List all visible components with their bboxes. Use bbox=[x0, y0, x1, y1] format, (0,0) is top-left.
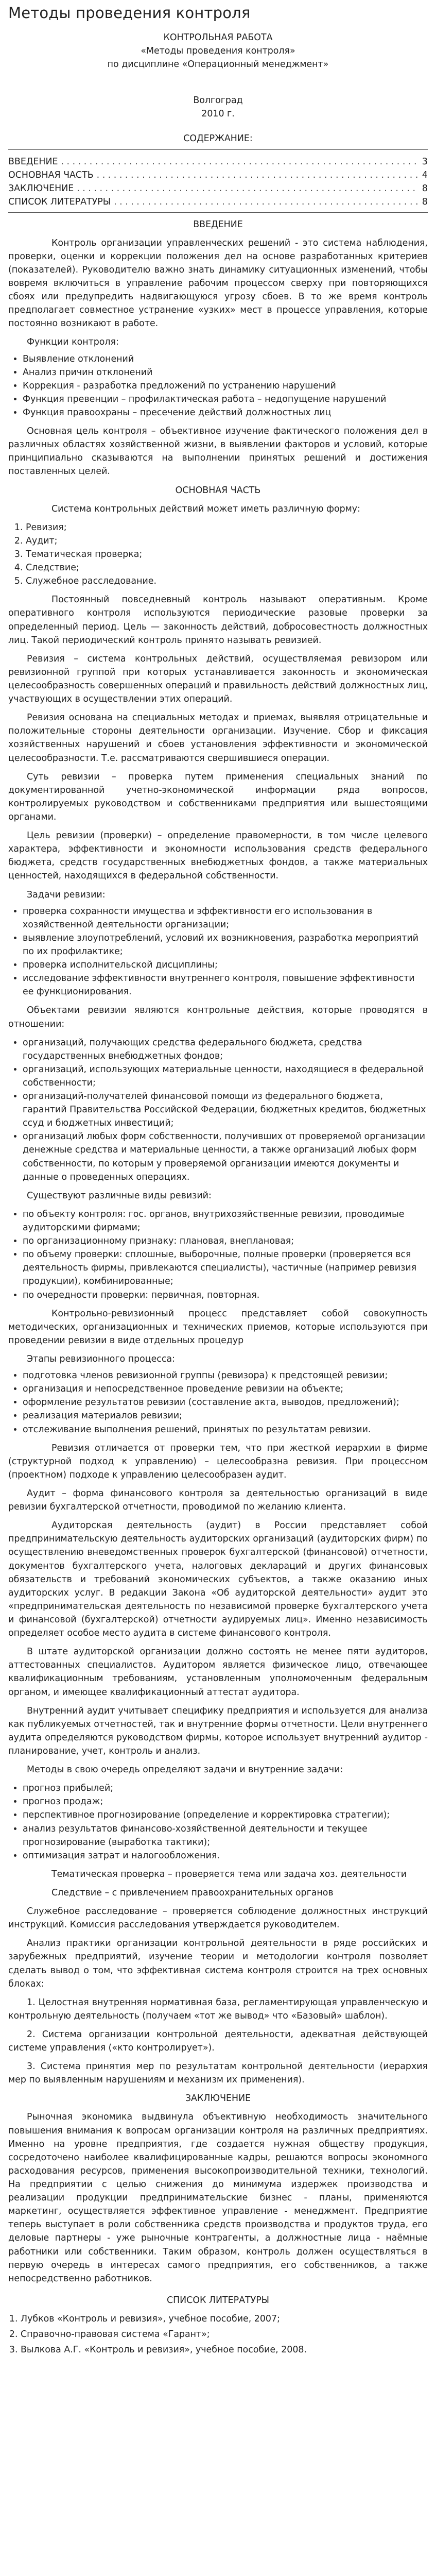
paragraph: 1. Целостная внутренняя нормативная база, регламентирующая управленческую и контрольную деятельность (получаем «тот же вывод» что «Базовый» шаблон). bbox=[8, 1997, 428, 2021]
paragraph: Методы в свою очередь определяют задачи и внутренние задачи: bbox=[27, 1765, 343, 1775]
paragraph: Основная цель контроля – объективное изучение фактического положения дел в различных областях хозяйственной жизни, в выявлении факторов и условий, которые принципиально сказываются на выполнении принятых решений и достижения поставленных целей. bbox=[8, 426, 428, 477]
list-item: • Функция превенции – профилактическая работа – недопущение нарушений bbox=[23, 393, 428, 406]
toc-item-label: ОСНОВНАЯ ЧАСТЬ bbox=[8, 170, 94, 181]
toc-leader bbox=[97, 168, 419, 182]
title-page-city: Волгоград bbox=[193, 95, 243, 106]
toc-leader bbox=[77, 182, 419, 195]
list-item: • по организационному признаку: плановая, внеплановая; bbox=[23, 1234, 428, 1248]
paragraph: Внутренний аудит учитывает специфику предприятия и используется для анализа как публикуемых отчетностей, так и внутренние формы отчетности. Цели внутреннего аудита определяются руководством фирмы, которое использует внутренний аудитор - планирование, учет, контроль и анализ. bbox=[8, 1705, 428, 1756]
list-item: • проверка исполнительской дисциплины; bbox=[23, 958, 428, 972]
paragraph: Цель ревизии (проверки) – определение правомерности, в том числе целевого характера, эффективности и экономности использования средств федерального бюджета, средств государственных внебюджетных фондов, а также материальных ценностей, находящихся в федеральной собственности. bbox=[8, 831, 428, 882]
list-item: • организаций, получающих средства федерального бюджета, средства государственных внебюджетных фондов; bbox=[23, 1036, 428, 1063]
reference-item: 1. Лубков «Контроль и ревизия», учебное пособие, 2007; bbox=[21, 2312, 428, 2326]
list-item: 5. Служебное расследование. bbox=[26, 574, 428, 588]
list-item: • организаций-получателей финансовой помощи из федерального бюджета, гарантий Правительства Российской Федерации, бюджетных кредитов, бюджетных ссуд и бюджетных инвестиций; bbox=[23, 1090, 428, 1130]
paragraph: Контроль организации управленческих решений - это система наблюдения, проверки, оценки и коррекции положения дел на основе разработанных критериев (показателей). Руководителю важно знать динамику ситуационных изменений, чтобы вовремя включиться в управление рабочим процессом сверху при повторяющихся сбоях или предупредить надвигающуюся угрозу сбоев. В то же время контроль предполагает совместное устранение «узких» мест в процессе управления, которые постоянно возникают в работе. bbox=[8, 238, 428, 329]
toc-item[interactable] bbox=[8, 155, 428, 168]
list-item: • Коррекция - разработка предложений по устранению нарушений bbox=[23, 379, 428, 393]
revision-objects-list bbox=[8, 1036, 428, 1184]
list-item: • организаций, использующих материальные ценности, находящиеся в федеральной собственности; bbox=[23, 1063, 428, 1090]
paragraph: В штате аудиторской организации должно состоять не менее пяти аудиторов, аттестованных специалистов. Аудитором является физическое лицо, отвечающее квалификационным требованиям, установленным уполномоченным федеральным органом, и имеющее квалификационный аттестат аудитора. bbox=[8, 1647, 428, 1698]
list-item: • подготовка членов ревизионной группы (ревизора) к предстоящей ревизии; bbox=[23, 1369, 428, 1382]
list-item: • оптимизация затрат и налогообложения. bbox=[23, 1849, 428, 1862]
paragraph: Ревизия отличается от проверки тем, что при жесткой иерархии в фирме (структурной подход к управлению) – целесообразна ревизия. При процессном (проектном) подходе к управлению целесообразен аудит. bbox=[8, 1443, 428, 1480]
paragraph: Постоянный повседневный контроль называют оперативным. Кроме оперативного контроля используются периодические разовые проверки за определенный период. Цель — законность действий, добросовестность должностных лиц. Такой периодический контроль принято называть ревизией. bbox=[8, 595, 428, 646]
toc-item-page: 8 bbox=[422, 183, 428, 194]
paragraph: Аудит – форма финансового контроля за деятельностью организаций в виде ревизии бухгалтерской отчетности, проводимой по желанию клиента. bbox=[8, 1488, 428, 1513]
references-section bbox=[8, 2294, 428, 2357]
divider bbox=[8, 149, 428, 150]
paragraph: Следствие – с привлечением правоохранительных органов bbox=[51, 1887, 334, 1898]
revision-stages-list bbox=[8, 1369, 428, 1436]
title-page-line: «Методы проведения контроля» bbox=[141, 45, 295, 56]
toc-leader bbox=[61, 155, 419, 168]
paragraph: Ревизия основана на специальных методах и приемах, выявляя отрицательные и положительные стороны деятельности организации. Изучение. Сбор и фиксация хозяйственных нарушений и сбоев установления эффективности и экономической целесообразности. Т.е. рассматриваются свершившиеся операции. bbox=[8, 713, 428, 764]
toc-leader bbox=[114, 195, 419, 209]
paragraph: Система контрольных действий может иметь различную форму: bbox=[51, 503, 360, 514]
list-item: • Функция правоохраны – пресечение действий должностных лиц bbox=[23, 406, 428, 419]
list-item: • прогноз продаж; bbox=[23, 1795, 428, 1808]
list-item: • организаций любых форм собственности, получивших от проверяемой организации денежные средства и материальные ценности, а также организаций любых форм собственности, по которым у проверяемой организации имеются документы и данные о проведенных операциях. bbox=[23, 1130, 428, 1183]
functions-list bbox=[8, 352, 428, 420]
toc-item-label: ЗАКЛЮЧЕНИЕ bbox=[8, 183, 74, 194]
audit-methods-list bbox=[8, 1782, 428, 1862]
list-item: • Выявление отклонений bbox=[23, 352, 428, 366]
toc-item-page: 3 bbox=[422, 157, 428, 167]
list-item: 4. Следствие; bbox=[26, 561, 428, 574]
list-label: Задачи ревизии: bbox=[27, 889, 106, 900]
reference-item: 3. Вылкова А.Г. «Контроль и ревизия», учебное пособие, 2008. bbox=[21, 2343, 428, 2357]
list-item: • перспективное прогнозирование (определение и корректировка стратегии); bbox=[23, 1808, 428, 1822]
list-item: 2. Аудит; bbox=[26, 534, 428, 548]
toc-item[interactable] bbox=[8, 195, 428, 209]
list-item: • проверка сохранности имущества и эффективности его использования в хозяйственной деятельности организации; bbox=[23, 905, 428, 931]
list-item: • прогноз прибылей; bbox=[23, 1782, 428, 1795]
paragraph: Служебное расследование – проверяется соблюдение должностных инструкций инструкций. Комиссия расследования утверждается руководителем. bbox=[8, 1906, 428, 1930]
list-item: • по объекту контроля: гос. органов, внутрихозяйственные ревизии, проводимые аудиторскими фирмами; bbox=[23, 1208, 428, 1234]
toc-item-page: 8 bbox=[422, 197, 428, 208]
list-item: • по объему проверки: сплошные, выборочные, полные проверки (проверяется вся деятельность фирмы, привлекаются специалисты), частичные (например ревизия продукции), комбинированные; bbox=[23, 1248, 428, 1288]
paragraph: Анализ практики организации контрольной деятельности в ряде российских и зарубежных предприятий, изучение теории и методологии контроля позволяет сделать вывод о том, что эффективная система контроля строится на трех основных блоках: bbox=[8, 1938, 428, 1989]
list-label: Функции контроля: bbox=[27, 337, 119, 348]
paragraph: Контрольно-ревизионный процесс представляет собой совокупность методических, организационных и технических приемов, которые используются при проведении ревизии в виде отдельных процедур bbox=[8, 1308, 428, 1346]
list-item: • оформление результатов ревизии (составление акта, выводов, предложений); bbox=[23, 1396, 428, 1409]
title-page-line: КОНТРОЛЬНАЯ РАБОТА bbox=[163, 32, 273, 43]
toc-item-label: СПИСОК ЛИТЕРАТУРЫ bbox=[8, 197, 111, 208]
list-item: • Анализ причин отклонений bbox=[23, 366, 428, 379]
main-section bbox=[8, 484, 428, 2087]
conclusion-section bbox=[8, 2092, 428, 2285]
page-title: Методы проведения контроля bbox=[8, 4, 251, 22]
paragraph: 2. Система организации контрольной деятельности, адекватная действующей системе управления («кто контролирует»). bbox=[8, 2029, 428, 2054]
list-item: • реализация материалов ревизии; bbox=[23, 1409, 428, 1422]
paragraph: Аудиторская деятельность (аудит) в России представляет собой предпринимательскую деятельность аудиторских организаций (аудиторских фирм) по осуществлению вневедомственных проверок бухгалтерской (финансовой) отчетности, документов бухгалтерского учета, налоговых деклараций и других финансовых обязательств и требований экономических субъектов, а также оказанию иных аудиторских услуг. В редакции Закона «Об аудиторской деятельности» аудит это «предпринимательская деятельность по независимой проверке бухгалтерского учета и финансовой (бухгалтерской) отчетности аудируемых лиц». Именно независимость определяет особое место аудита в системе финансового контроля. bbox=[8, 1520, 428, 1639]
list-item: 1. Ревизия; bbox=[26, 521, 428, 534]
title-page bbox=[8, 31, 428, 121]
list-item: • отслеживание выполнения решений, принятых по результатам ревизии. bbox=[23, 1423, 428, 1436]
section-heading: ОСНОВНАЯ ЧАСТЬ bbox=[175, 485, 261, 496]
paragraph: Ревизия – система контрольных действий, осуществляемая ревизором или ревизионной группой при которых устанавливается законность и экономическая целесообразность совершенных операций и правильность действий должностных лиц, участвующих в осуществлении этих операций. bbox=[8, 653, 428, 705]
toc-item[interactable] bbox=[8, 182, 428, 195]
toc-item-page: 4 bbox=[422, 170, 428, 181]
title-page-year: 2010 г. bbox=[201, 108, 235, 119]
table-of-contents bbox=[8, 132, 428, 213]
title-page-line: по дисциплине «Операционный менеджмент» bbox=[107, 59, 329, 70]
toc-item-label: ВВЕДЕНИЕ bbox=[8, 157, 58, 167]
paragraph: Суть ревизии – проверка путем применения специальных знаний по документированной учетно-экономической информации ряда вопросов, контролируемых руководством и собственниками предприятия или вышестоящими органами. bbox=[8, 771, 428, 822]
list-item: • анализ результатов финансово-хозяйственной деятельности и текущее прогнозирование (выработка тактики); bbox=[23, 1822, 428, 1849]
list-item: • организация и непосредственное проведение ревизии на объекте; bbox=[23, 1382, 428, 1396]
toc-item[interactable] bbox=[8, 168, 428, 182]
references-list bbox=[8, 2312, 428, 2357]
list-item: • по очередности проверки: первичная, повторная. bbox=[23, 1289, 428, 1302]
revision-kinds-list bbox=[8, 1208, 428, 1302]
divider bbox=[8, 212, 428, 213]
paragraph: Рыночная экономика выдвинула объективную необходимость значительного повышения внимания к вопросам организации контроля на различных предприятиях. Именно на уровне предприятия, где создается нужная обществу продукция, сосредоточено наиболее квалифицированные кадры, решаются вопросы экономного расходования ресурсов, применения высокопроизводительной техники, технологий. На предприятии с целью снижения до минимума издержек производства и реализации продукции предпринимательские бизнес - планы, применяются маркетинг, осуществляется эффективное управление - менеджмент. Предприятие теперь выступает в роли собственника средств производства и продуктов труда, его деловые партнеры - уже рыночные контрагенты, а должностные лица - наёмные работники или собственники. Таким образом, контроль должен осуществляться в первую очередь в интересах самого предприятия, его собственников, а также непосредственно работников. bbox=[8, 2112, 428, 2284]
list-item: • выявление злоупотреблений, условий их возникновения, разработка мероприятий по их профилактике; bbox=[23, 931, 428, 958]
revision-tasks-list bbox=[8, 905, 428, 999]
reference-item: 2. Справочно-правовая система «Гарант»; bbox=[21, 2328, 428, 2341]
control-forms-list bbox=[8, 521, 428, 588]
section-heading: ВВЕДЕНИЕ bbox=[193, 219, 243, 230]
list-item: 3. Тематическая проверка; bbox=[26, 548, 428, 561]
section-heading: СПИСОК ЛИТЕРАТУРЫ bbox=[166, 2295, 270, 2306]
list-item: • исследование эффективности внутреннего контроля, повышение эффективности ее функционирования. bbox=[23, 972, 428, 998]
list-label: Этапы ревизионного процесса: bbox=[27, 1354, 175, 1365]
paragraph: Существуют различные виды ревизий: bbox=[27, 1190, 212, 1201]
intro-section bbox=[8, 218, 428, 479]
paragraph: Тематическая проверка – проверяется тема или задача хоз. деятельности bbox=[51, 1869, 407, 1879]
section-heading: ЗАКЛЮЧЕНИЕ bbox=[185, 2093, 251, 2104]
toc-heading: СОДЕРЖАНИЕ: bbox=[183, 133, 253, 144]
paragraph: 3. Система принятия мер по результатам контрольной деятельности (иерархия мер по выявленным нарушениям и механизм их применения). bbox=[8, 2061, 428, 2086]
paragraph: Объектами ревизии являются контрольные действия, которые проводятся в отношении: bbox=[8, 1005, 428, 1029]
